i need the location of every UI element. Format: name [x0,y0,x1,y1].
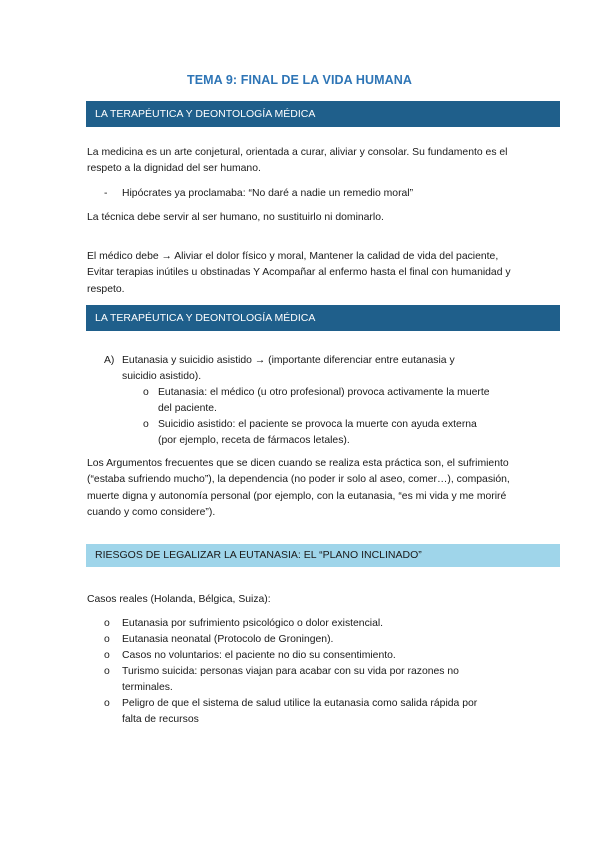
list-item: Turismo suicida: personas viajan para acabar con su vida por razones no [122,666,459,677]
sub-bullet-marker: o [143,419,149,430]
list-item-continuation: falta de recursos [122,714,199,725]
section-header-terapeutica-2: LA TERAPÉUTICA Y DEONTOLOGÍA MÉDICA [86,305,560,331]
list-bullet-marker: o [104,650,110,661]
list-item: Casos no voluntarios: el paciente no dio su consentimiento. [122,650,396,661]
document-title: TEMA 9: FINAL DE LA VIDA HUMANA [186,73,413,87]
sub-item-eutanasia-line-1: Eutanasia: el médico (u otro profesional) provoca activamente la muerte [158,387,490,398]
list-marker-a: A) [104,355,115,366]
item-a-line-1: Eutanasia y suicidio asistido → (importante diferenciar entre eutanasia y [122,355,455,366]
section-header-terapeutica-1: LA TERAPÉUTICA Y DEONTOLOGÍA MÉDICA [86,101,560,127]
list-item: Eutanasia por sufrimiento psicológico o dolor existencial. [122,618,384,629]
sub-item-suicidio-line-1: Suicidio asistido: el paciente se provoca la muerte con ayuda externa [158,419,477,430]
paragraph-casos-reales: Casos reales (Holanda, Bélgica, Suiza): [87,594,271,605]
paragraph-medico-debe: El médico debe → Aliviar el dolor físico y moral, Mantener la calidad de vida del paciente, Evitar terapias inútiles u obstinadas Y Acompañar al enfermo hasta el final con humanidad y respeto. [87,251,511,295]
section-header-riesgos: RIESGOS DE LEGALIZAR LA EUTANASIA: EL “PLANO INCLINADO” [86,544,560,567]
list-item: Eutanasia neonatal (Protocolo de Groningen). [122,634,334,645]
paragraph-argumentos: Los Argumentos frecuentes que se dicen cuando se realiza esta práctica son, el sufrimiento (“estaba sufriendo mucho”), la dependencia (no poder ir solo al aseo, comer…), compasión, muerte digna y autonomía personal (por ejemplo, con la eutanasia, “es mi vida y me moriré cuando y como considere”). [87,458,510,518]
bullet-hipocrates: Hipócrates ya proclamaba: “No daré a nadie un remedio moral” [122,188,414,199]
list-item-continuation: terminales. [122,682,173,693]
list-bullet-marker: o [104,618,110,629]
paragraph-medicina: La medicina es un arte conjetural, orientada a curar, aliviar y consolar. Su fundamento es el respeto a la dignidad del ser humano. [87,147,508,175]
list-bullet-marker: o [104,634,110,645]
sub-item-eutanasia-line-2: del paciente. [158,403,217,414]
list-item: Peligro de que el sistema de salud utilice la eutanasia como salida rápida por [122,698,478,709]
sub-item-suicidio-line-2: (por ejemplo, receta de fármacos letales). [158,435,350,446]
paragraph-tecnica: La técnica debe servir al ser humano, no sustituirlo ni dominarlo. [87,212,384,223]
list-bullet-marker: o [104,698,110,709]
bullet-dash-marker: - [104,188,108,199]
list-bullet-marker: o [104,666,110,677]
sub-bullet-marker: o [143,387,149,398]
item-a-line-2: suicidio asistido). [122,371,202,382]
